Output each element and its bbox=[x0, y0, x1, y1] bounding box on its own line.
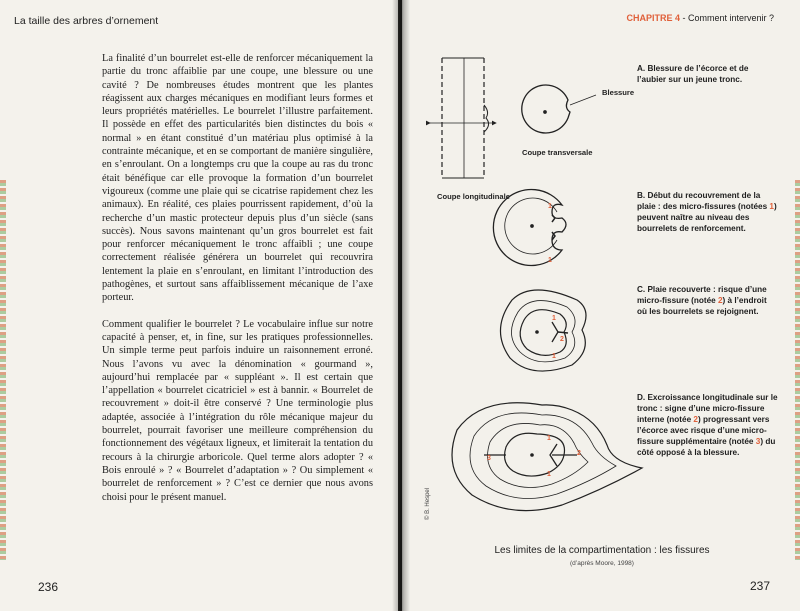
caption-d-text-3: ) du côté opposé à la blessure. bbox=[637, 437, 776, 457]
page-number-right: 237 bbox=[749, 579, 770, 593]
page-number-left: 236 bbox=[38, 580, 59, 594]
diagram-c bbox=[500, 290, 586, 371]
caption-b bbox=[637, 190, 777, 234]
caption-b-text-1: B. Début du recouvrement de la plaie : des micro-fissures (notées bbox=[637, 191, 770, 211]
figure-source: (d’après Moore, 1998) bbox=[570, 560, 634, 567]
caption-d-number-2: 3 bbox=[755, 437, 761, 446]
cross-section bbox=[522, 85, 596, 133]
running-head-left: La taille des arbres d’ornement bbox=[14, 15, 159, 27]
figure-credit: © B. Hespel bbox=[425, 487, 431, 520]
caption-b-number: 1 bbox=[769, 202, 774, 211]
diagram-c-number-2: 2 bbox=[560, 336, 564, 343]
wound-compartmentalization-figure bbox=[402, 0, 800, 611]
diagram-d-number-1-top: 1 bbox=[547, 435, 551, 442]
diagram-c-number-1-top: 1 bbox=[552, 315, 556, 322]
caption-d bbox=[637, 392, 782, 458]
diagram-d-number-1-bottom: 1 bbox=[547, 471, 551, 478]
left-page bbox=[0, 0, 398, 611]
figure-title: Les limites de la compartimentation : les fissures bbox=[494, 545, 710, 556]
caption-c-number: 2 bbox=[717, 296, 723, 305]
book-gutter bbox=[392, 0, 410, 611]
diagram-d bbox=[452, 403, 642, 511]
diagram-b-number-1-top: 1 bbox=[548, 203, 552, 210]
caption-d-number-1: 2 bbox=[693, 415, 698, 424]
caption-c bbox=[637, 284, 777, 317]
caption-c-text-1: C. Plaie recouverte : risque d’une micro-fissure (notée bbox=[637, 285, 767, 305]
diagram-c-number-1-bottom: 1 bbox=[552, 353, 556, 360]
right-page bbox=[402, 0, 800, 611]
caption-a: A. Blessure de l’écorce et de l’aubier sur un jeune tronc. bbox=[637, 64, 749, 84]
diagram-d-number-3: 3 bbox=[487, 455, 491, 462]
caption-d-text-2: ) progressant vers l’écorce avec risque d’une micro-fissure supplémentaire (notée bbox=[637, 415, 770, 446]
diagram-b-number-1-bottom: 1 bbox=[548, 257, 552, 264]
label-blessure: Blessure bbox=[602, 88, 635, 97]
chapter-title: - Comment intervenir ? bbox=[679, 13, 774, 23]
longitudinal-section bbox=[430, 58, 496, 178]
paragraph-1: La finalité d’un bourrelet est-elle de renforcer mécaniquement la partie du tronc affaiblie par une coupe, une blessure ou une cavité ? De nombreuses études montrent que les plantes réagissent aux charges mécaniques en modifiant leurs formes et leurs propriétés matérielles. Le bourrelet l’illustre parfaitement. Il possède en effet des particularités bien distinctes du bois « normal » en étant constitué d’un matériau plus optimisé à la contrainte mécanique, et en se comportant de manière singulière, en s’enroulant. On a longtemps cru que la coupe au ras du tronc était bénéfique car elle provoque la formation d’un bourrelet vigoureux (comme une plaie qui se cicatrise rapidement chez les animaux). En réalité, ces plaies pourrissent rapidement, d’où la recherche d’un mastic protecteur depuis plus d’un siècle (sans succès). Nous savons maintenant qu’un gros bourrelet est fait pour renforcer mécaniquement le tronc affaibli ; une coupe correctement réalisée générera un bourrelet qui recouvrira lentement la plaie en s’enroulant, en limitant l’introduction des pathogènes, et surtout sans affaiblissement mécanique de l’axe porteur. bbox=[102, 53, 373, 304]
page-edge-stripes bbox=[0, 180, 6, 560]
caption-d-text-1: D. Excroissance longitudinale sur le tronc : signe d’une micro-fissure interne (notée bbox=[637, 393, 778, 424]
label-coupe-transversale: Coupe transversale bbox=[522, 148, 593, 157]
caption-b-text-2: ) peuvent naître au niveau des bourrelets de renforcement. bbox=[637, 202, 777, 233]
caption-c-text-2: ) à l’endroit où les bourrelets se rejoignent. bbox=[637, 296, 767, 316]
body-text bbox=[102, 52, 373, 517]
diagram-d-number-2: 2 bbox=[577, 450, 581, 457]
chapter-label: CHAPITRE 4 bbox=[626, 13, 680, 23]
label-coupe-longitudinale: Coupe longitudinale bbox=[437, 192, 510, 201]
paragraph-2: Comment qualifier le bourrelet ? Le vocabulaire influe sur notre capacité à penser, et, in fine, sur les pratiques professionnelles. Un simple terme peut parfois induire un raisonnement erroné. Nous l’avons vu avec la dénomination « gourmand », aujourd’hui remplacée par « suppléant ». Il est certain que l’appellation « bourrelet cicatriciel » est à bannir. « Bourrelet de recouvrement » doit-il être conservé ? Une terminologie plus adaptée, associée à l’intégration du rôle mécanique majeur du bourrelet, pourrait favoriser une meilleure compréhension du fonctionnement des végétaux ligneux, et limiterait la tentation du recours à la chirurgie arboricole. Quel terme alors adopter ? « Bois enroulé » ? « Bourrelet d’adaptation » ? Ou simplement « bourrelet de renforcement » ? C’est ce dernier que nous avons choisi pour le présent manuel. bbox=[102, 318, 373, 503]
